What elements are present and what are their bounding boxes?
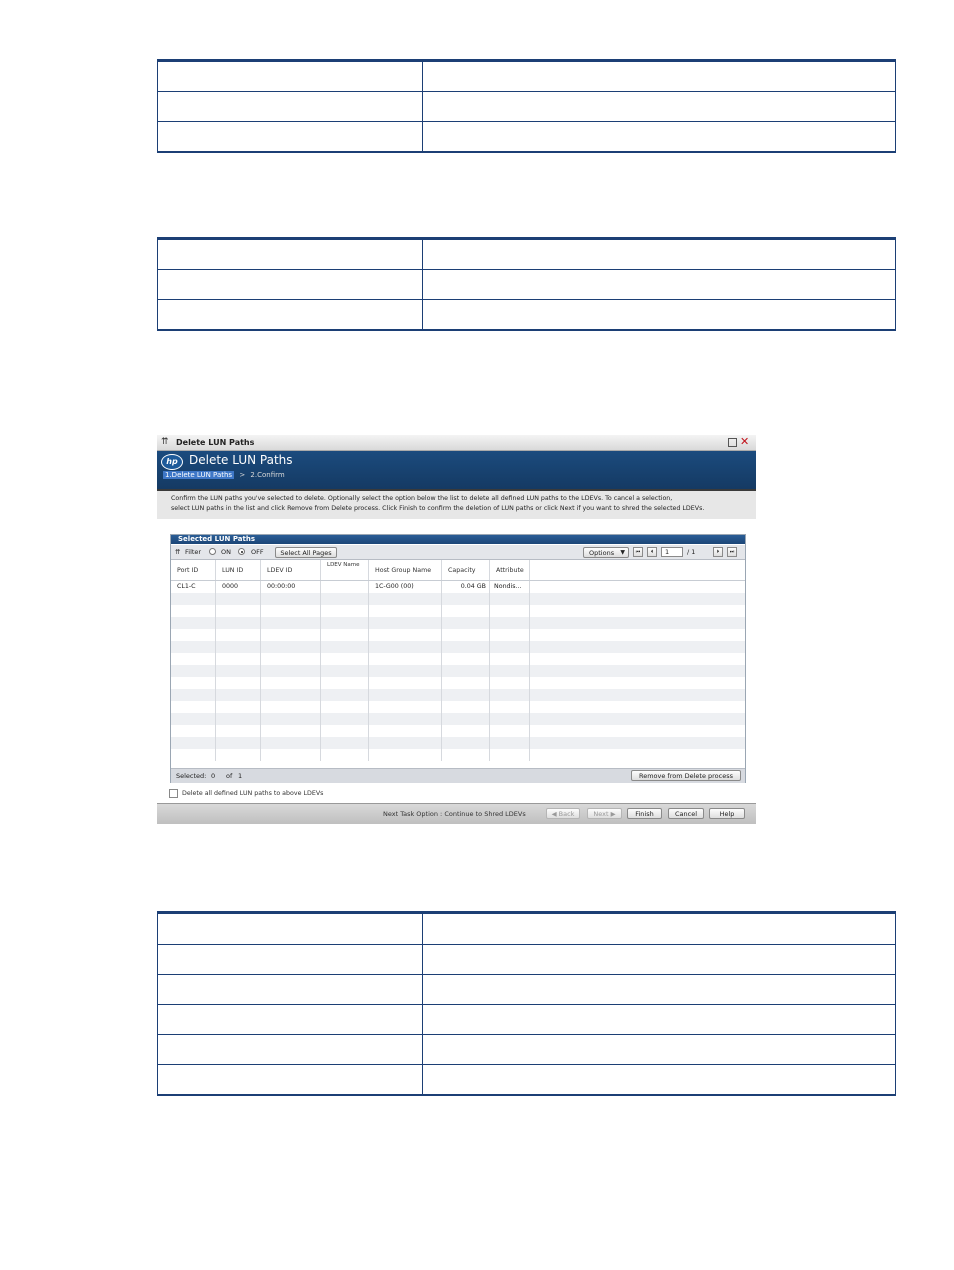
column-header-ldev-id[interactable]: LDEV ID (261, 560, 321, 580)
empty-cell (321, 653, 369, 665)
empty-cell (369, 629, 442, 641)
panel-title: Selected LUN Paths (171, 535, 745, 544)
column-header-host-group-name[interactable]: Host Group Name (369, 560, 442, 580)
empty-cell (369, 593, 442, 605)
column-header-capacity[interactable]: Capacity (442, 560, 490, 580)
filter-collapse-icon[interactable]: ⇈ (175, 548, 181, 556)
empty-table-row (171, 617, 745, 629)
cancel-button[interactable]: Cancel (668, 808, 704, 819)
empty-cell (171, 665, 216, 677)
empty-cell (442, 737, 490, 749)
column-header-lun-id[interactable]: LUN ID (216, 560, 261, 580)
empty-cell (369, 653, 442, 665)
table-row (157, 1005, 896, 1035)
empty-cell (442, 641, 490, 653)
empty-table-row (171, 653, 745, 665)
empty-cell (216, 605, 261, 617)
next-button[interactable] (587, 808, 622, 819)
empty-cell (216, 617, 261, 629)
empty-cell (171, 629, 216, 641)
empty-cell (442, 749, 490, 761)
column-header-port-id[interactable]: Port ID (171, 560, 216, 580)
empty-cell (369, 605, 442, 617)
selected-count: 0 (211, 772, 216, 780)
empty-cell (442, 689, 490, 701)
instruction-line-2: select LUN paths in the list and click Remove from Delete process. Click Finish to confirm the deletion of LUN paths or click Next if you want to shred the selected LDEVs. (171, 505, 705, 512)
empty-cell (369, 713, 442, 725)
table-row (157, 945, 896, 975)
empty-cell (321, 689, 369, 701)
empty-cell (490, 653, 530, 665)
filter-on-label: ON (221, 548, 231, 556)
empty-cell (171, 653, 216, 665)
wizard-steps (163, 471, 285, 479)
empty-cell (216, 737, 261, 749)
empty-cell (442, 713, 490, 725)
empty-table-row (171, 701, 745, 713)
empty-cell (216, 713, 261, 725)
empty-cell (442, 665, 490, 677)
dialog-footer (157, 803, 756, 824)
empty-cell (321, 641, 369, 653)
empty-cell (321, 605, 369, 617)
window-title: Delete LUN Paths (176, 438, 255, 447)
empty-cell (216, 653, 261, 665)
back-label: Back (558, 810, 575, 818)
first-page-icon[interactable]: ⏮ (633, 547, 643, 557)
empty-cell (171, 593, 216, 605)
empty-cell (171, 713, 216, 725)
empty-cell (261, 605, 321, 617)
delete-all-label: Delete all defined LUN paths to above LDEVs (182, 790, 324, 797)
chevron-right-icon: ▶ (610, 810, 616, 818)
empty-cell (442, 605, 490, 617)
empty-cell (261, 641, 321, 653)
empty-table-row (171, 677, 745, 689)
empty-cell (369, 665, 442, 677)
empty-cell (369, 701, 442, 713)
dialog-header (157, 451, 756, 489)
doc-table-1 (157, 59, 896, 153)
empty-cell (490, 725, 530, 737)
options-label: Options (589, 549, 615, 557)
filter-on-radio[interactable] (209, 548, 216, 555)
table-row (157, 92, 896, 122)
empty-cell (442, 653, 490, 665)
empty-cell (490, 737, 530, 749)
selected-label: Selected: (176, 772, 207, 780)
empty-cell (261, 665, 321, 677)
table-row (157, 1035, 896, 1065)
empty-cell (171, 725, 216, 737)
instruction-line-1: Confirm the LUN paths you've selected to delete. Optionally select the option below the list to delete all defined LUN paths to the LDEVs. To cancel a selection, (171, 495, 673, 502)
empty-cell (321, 725, 369, 737)
page-total: / 1 (687, 548, 696, 556)
select-all-pages-button[interactable]: Select All Pages (275, 547, 337, 558)
doc-table-3 (157, 911, 896, 1096)
empty-cell (261, 701, 321, 713)
empty-cell (490, 641, 530, 653)
empty-cell (369, 677, 442, 689)
empty-table-row (171, 689, 745, 701)
cell-port-id: CL1-C (171, 581, 216, 593)
empty-cell (369, 725, 442, 737)
help-button[interactable]: Help (709, 808, 745, 819)
cell-ldev-id: 00:00:00 (261, 581, 321, 593)
cell-lun-id: 0000 (216, 581, 261, 593)
empty-table-row (171, 641, 745, 653)
total-count: 1 (238, 772, 243, 780)
filter-off-label: OFF (251, 548, 264, 556)
empty-cell (490, 677, 530, 689)
empty-cell (261, 653, 321, 665)
table-header (171, 560, 745, 581)
empty-table-row (171, 593, 745, 605)
filter-label: Filter (185, 548, 202, 556)
empty-cell (321, 665, 369, 677)
empty-cell (321, 713, 369, 725)
prev-page-icon[interactable]: ⏴ (647, 547, 657, 557)
lun-paths-table (171, 560, 745, 768)
next-task-option: Next Task Option : Continue to Shred LDEVs (383, 810, 526, 818)
empty-table-row (171, 665, 745, 677)
chevron-left-icon: ◀ (551, 810, 557, 818)
empty-cell (216, 593, 261, 605)
empty-cell (369, 737, 442, 749)
empty-cell (171, 617, 216, 629)
page-number-input[interactable]: 1 (661, 547, 683, 557)
empty-cell (216, 749, 261, 761)
empty-table-row (171, 713, 745, 725)
empty-cell (321, 593, 369, 605)
empty-cell (490, 749, 530, 761)
empty-cell (216, 677, 261, 689)
empty-cell (261, 713, 321, 725)
empty-table-row (171, 749, 745, 761)
empty-cell (261, 617, 321, 629)
remove-from-delete-process-button[interactable]: Remove from Delete process (631, 770, 741, 781)
empty-cell (442, 617, 490, 629)
panel-footer (171, 768, 745, 783)
cell-attribute: Nondis... (490, 581, 530, 593)
empty-cell (490, 689, 530, 701)
next-label: Next (593, 810, 609, 818)
empty-cell (490, 593, 530, 605)
empty-cell (216, 701, 261, 713)
column-header-attribute[interactable]: Attribute (490, 560, 530, 580)
filter-off-radio[interactable] (238, 548, 245, 555)
delete-lun-paths-dialog (157, 435, 756, 823)
table-row (157, 122, 896, 153)
back-button[interactable] (546, 808, 580, 819)
empty-cell (321, 617, 369, 629)
empty-cell (171, 689, 216, 701)
delete-all-checkbox[interactable] (169, 789, 178, 798)
table-row (157, 300, 896, 331)
empty-cell (171, 605, 216, 617)
page-title: Delete LUN Paths (189, 453, 293, 467)
panel-toolbar (171, 545, 745, 560)
empty-cell (490, 701, 530, 713)
table-row (157, 1065, 896, 1096)
empty-table-row (171, 629, 745, 641)
empty-table-row (171, 605, 745, 617)
empty-cell (261, 593, 321, 605)
options-button[interactable] (583, 547, 629, 558)
column-header-filler (530, 560, 745, 580)
dialog-titlebar (157, 435, 756, 451)
column-header-ldev-name[interactable]: LDEV Name (321, 560, 369, 580)
step-confirm: 2.Confirm (250, 471, 285, 479)
empty-cell (442, 677, 490, 689)
empty-cell (442, 701, 490, 713)
step-current: 1.Delete LUN Paths (165, 471, 233, 479)
empty-cell (490, 605, 530, 617)
collapse-icon[interactable]: ⇈ (161, 437, 169, 447)
empty-cell (261, 737, 321, 749)
empty-cell (171, 749, 216, 761)
finish-button[interactable]: Finish (627, 808, 662, 819)
empty-cell (369, 617, 442, 629)
empty-cell (490, 617, 530, 629)
next-page-icon[interactable]: ⏵ (713, 547, 723, 557)
empty-cell (171, 701, 216, 713)
cell-ldev-name (321, 581, 369, 593)
empty-cell (171, 641, 216, 653)
empty-cell (321, 737, 369, 749)
chevron-down-icon: ▼ (620, 549, 625, 556)
table-row[interactable] (171, 581, 745, 593)
table-row (157, 911, 896, 945)
cell-capacity: 0.04 GB (442, 581, 490, 593)
empty-cell (321, 701, 369, 713)
empty-cell (171, 737, 216, 749)
empty-cell (216, 725, 261, 737)
empty-cell (171, 677, 216, 689)
empty-cell (261, 725, 321, 737)
empty-cell (321, 749, 369, 761)
empty-cell (261, 749, 321, 761)
doc-table-2 (157, 237, 896, 331)
empty-cell (216, 689, 261, 701)
empty-cell (369, 749, 442, 761)
step-separator: > (239, 471, 246, 479)
empty-cell (261, 677, 321, 689)
selected-lun-paths-panel (170, 534, 746, 783)
empty-table-row (171, 737, 745, 749)
empty-cell (490, 665, 530, 677)
empty-cell (442, 593, 490, 605)
empty-cell (321, 677, 369, 689)
empty-cell (369, 641, 442, 653)
cell-host-group-name: 1C-G00 (00) (369, 581, 442, 593)
empty-cell (261, 689, 321, 701)
instructions (157, 489, 756, 519)
empty-cell (216, 665, 261, 677)
empty-cell (369, 689, 442, 701)
close-icon[interactable]: ✕ (740, 435, 750, 448)
empty-cell (321, 629, 369, 641)
empty-cell (490, 629, 530, 641)
table-row (157, 237, 896, 270)
last-page-icon[interactable]: ⏭ (727, 547, 737, 557)
empty-cell (490, 713, 530, 725)
empty-cell (442, 725, 490, 737)
empty-cell (442, 629, 490, 641)
empty-table-row (171, 725, 745, 737)
maximize-icon[interactable] (728, 438, 737, 447)
empty-cell (216, 641, 261, 653)
of-label: of (226, 772, 233, 780)
hp-logo-icon: hp (161, 454, 183, 470)
table-row (157, 270, 896, 300)
empty-cell (261, 629, 321, 641)
empty-cell (216, 629, 261, 641)
table-row (157, 975, 896, 1005)
table-row (157, 59, 896, 92)
